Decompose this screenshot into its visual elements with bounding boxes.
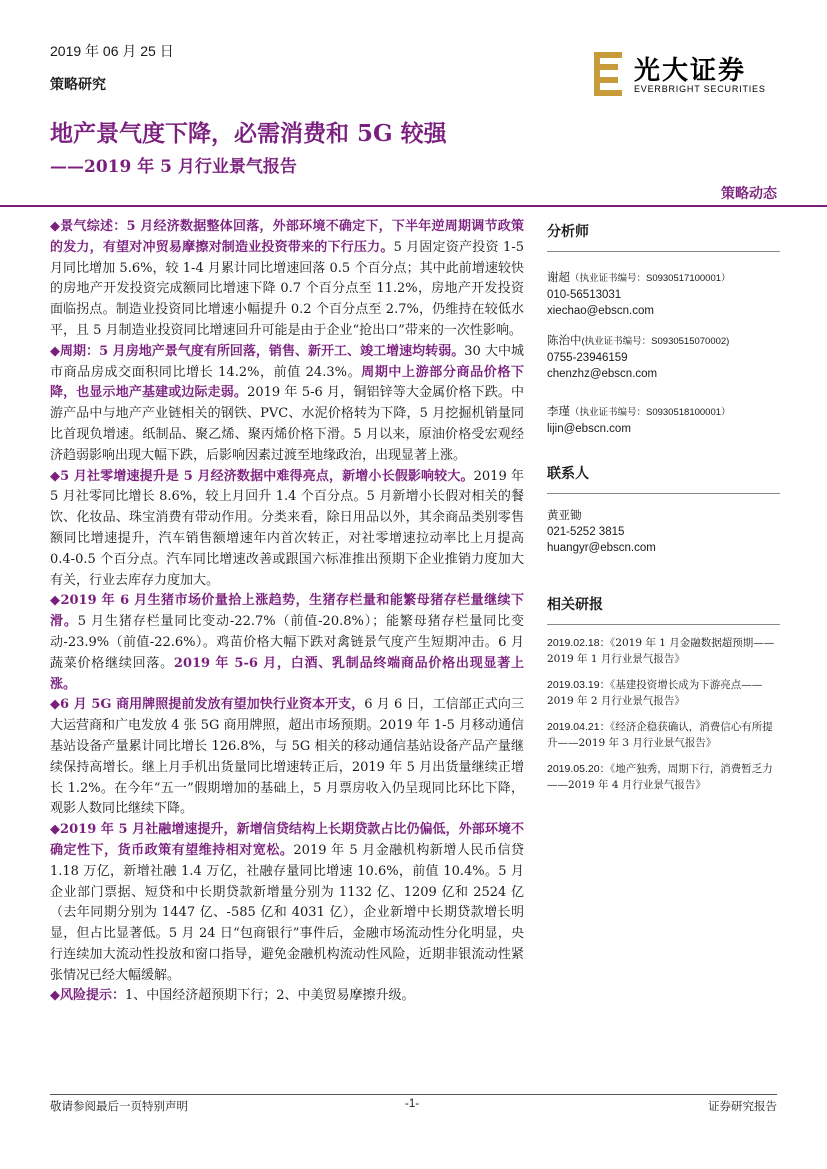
sidebar (547, 217, 780, 793)
paragraph-overview (50, 217, 524, 342)
related-report-date: 2019.03.19 (547, 679, 600, 691)
analysts-heading: 分析师 (547, 224, 589, 240)
analyst-name: 谢超 (547, 272, 570, 284)
retail-text: 2019 年 5 月社零同比增长 8.6%，较上月回升 1.4 个百分点。5 月新增小长假对相关的餐饮、化妆品、珠宝消费有带动作用。分类来看，除日用品以外，其余商品类别零售额同比增速提升，汽车销售额增速年内首次转正，对社零增速拉动率比上月提高 0.4-0.5 个百分点。汽车同比增速改善或跟国六标准推出预期下企业推销力度加大有关，行业去库存力度加大。 (50, 468, 525, 588)
paragraph-finance (50, 820, 524, 986)
paragraph-cyclical (50, 342, 524, 467)
analyst-cert: （执业证书编号：S0930517100001） (570, 273, 731, 284)
contact-phone: 021-5252 3815 (547, 526, 625, 538)
related-report-date: 2019.02.18 (547, 637, 600, 649)
cyclical-highlight-2: 周期中上游部分商品价格下降，也显示地产基建或边际走弱。 (50, 364, 524, 401)
related-report-date: 2019.05.20 (547, 763, 600, 775)
overview-text: 5 月固定资产投资 1-5 月同比增加 5.6%，较 1-4 月累计同比增速回落 0.5 个百分点；其中此前增速较快的房地产开发投资完成额同比增速下降 0.7 个百分点至 11.2%，房地产开发投资面临拐点。制造业投资同比增速小幅提升 0.2 个百分点至 2.7%，仍维持在较低水平，且 5 月制造业投资同比增速回升可能是由于企业“抢出口”带来的一次性影响。 (50, 239, 524, 338)
contact-heading: 联系人 (547, 466, 589, 482)
company-logo (590, 50, 780, 100)
related-report-title: ：《地产独秀，周期下行，消费暂乏力——2019 年 4 月行业景气报告》 (547, 763, 773, 791)
logo-text-cn: 光大证券 (634, 56, 747, 86)
analyst-phone: 0755-23946159 (547, 352, 628, 364)
hog-text: 5 月生猪存栏量同比变动-22.7%（前值-20.8%）；能繁母猪存栏量同比变动-23.9%（前值-22.6%）。鸡苗价格大幅下跌对禽链景气度产生短期冲击。6 月蔬菜价格继续回落。 (50, 614, 524, 671)
analyst-email[interactable]: lijin@ebscn.com (547, 423, 631, 435)
contact-divider (547, 493, 780, 494)
contact-card (547, 508, 780, 556)
5g-highlight: ◆6 月 5G 商用牌照提前发放有望加快行业资本开支， (50, 697, 365, 713)
footer-doc-label: 证券研究报告 (708, 1099, 777, 1113)
analyst-cert: （执业证书编号：S0930518100001） (570, 407, 731, 418)
related-report[interactable] (547, 719, 780, 751)
related-heading: 相关研报 (547, 597, 603, 613)
analyst-phone: 010-56513031 (547, 289, 622, 301)
risk-text: 1、中国经济超预期下行；2、中美贸易摩擦升级。 (125, 988, 415, 1004)
analyst-cert: (执业证书编号：S0930515070002) (581, 336, 730, 347)
analyst-card (547, 404, 780, 437)
hog-highlight-2: 2019 年 5-6 月，白酒、乳制品终端商品价格出现显著上涨。 (50, 655, 524, 692)
related-report-title: ：《2019 年 1 月金融数据超预期——2019 年 1 月行业景气报告》 (547, 637, 775, 665)
related-report-title: ：《经济企稳获确认，消费信心有所提升——2019 年 3 月行业景气报告》 (547, 721, 773, 749)
finance-highlight: ◆2019 年 5 月社融增速提升，新增信贷结构上长期贷款占比仍偏低，外部环境不确定性下，货币政策有望维持相对宽松。 (50, 822, 524, 858)
retail-highlight: ◆5 月社零增速提升是 5 月经济数据中难得亮点，新增小长假影响较大。 (50, 468, 474, 484)
logo-mark-icon (590, 50, 626, 98)
analyst-email[interactable]: chenzhz@ebscn.com (547, 368, 658, 380)
page-number: -1- (405, 1098, 420, 1110)
risk-highlight: ◆风险提示： (50, 988, 125, 1004)
main-body (50, 217, 524, 1007)
analysts-divider (547, 251, 780, 252)
related-report-title: ：《基建投资增长成为下游亮点——2019 年 2 月行业景气报告》 (547, 679, 763, 707)
analyst-card (547, 270, 780, 319)
analyst-name: 李瑾 (547, 406, 570, 418)
hog-highlight: ◆2019 年 6 月生猪市场价量拾上涨趋势，生猪存栏量和能繁母猪存栏量继续下滑。 (50, 593, 524, 630)
related-report-date: 2019.04.21 (547, 721, 600, 733)
finance-text: 2019 年 5 月金融机构新增人民币信贷 1.18 万亿，新增社融 1.4 万亿，社融存量同比增速 10.6%，前值 10.4%。5 月企业部门票据、短贷和中长期贷款新增量分别为 1132 亿、1209 亿和 2524 亿（去年同期分别为 1447 亿、-585 亿和 4031 亿），企业新增中长期贷款增长明显，但占比显著低。5 月 24 日“包商银行”事件后，金融市场流动性分化明显，央行连续加大流动性投放和窗口指导，避免金融机构流动性风险，近期非银流动性紧张情况已经大幅缓解。 (50, 842, 524, 983)
document-type: 策略动态 (721, 186, 777, 202)
cyclical-text-b: 2019 年 5-6 月，铜铝锌等大金属价格下跌。中游产品中与地产产业链相关的钢铁、PVC、水泥价格转为下降，5 月挖掘机销量同比首现负增速。纸制品、聚乙烯、聚丙烯价格下滑。5 月以来，原油价格受宏观经济趋弱影响出现大幅下跌，后影响因素过渡至地缘政治，出现显著上涨。 (50, 385, 524, 463)
5g-text: 6 月 6 日，工信部正式向三大运营商和广电发放 4 张 5G 商用牌照，超出市场预期。2019 年 1-5 月移动通信基站设备产量累计同比增长 126.8%，与 5G 相关的移动通信基站设备产品产量继续保持高增长。继上月手机出货量同比增速转正后，2019 年 5 月出货量继续正增长 1.2%。在今年“五一”假期增加的基础上，5 月票房收入仍呈现同比环比下降，观影人数同比继续下降。 (50, 697, 524, 817)
paragraph-5g (50, 695, 524, 820)
header-divider (0, 205, 827, 207)
report-date: 2019 年 06 月 25 日 (50, 43, 174, 59)
related-report[interactable] (547, 635, 780, 667)
report-subtitle: ——2019 年 5 月行业景气报告 (50, 157, 297, 177)
analyst-name: 陈治中 (547, 335, 582, 347)
related-report[interactable] (547, 677, 780, 709)
contact-email[interactable]: huangyr@ebscn.com (547, 542, 656, 554)
analyst-card (547, 333, 780, 382)
paragraph-risk (50, 986, 524, 1007)
paragraph-hog (50, 591, 524, 695)
overview-highlight: ◆景气综述：5 月经济数据整体回落，外部环境不确定下，下半年逆周期调节政策的发力，有望对冲贸易摩擦对制造业投资带来的下行压力。 (50, 219, 524, 255)
contact-name: 黄亚锄 (547, 510, 582, 522)
logo-text-en: EVERBRIGHT SECURITIES (634, 84, 766, 94)
related-divider (547, 624, 780, 625)
paragraph-retail (50, 467, 524, 592)
cyclical-highlight: ◆周期：5 月房地产景气度有所回落，销售、新开工、竣工增速均转弱。 (50, 343, 465, 359)
footer-disclaimer: 敬请参阅最后一页特别声明 (50, 1099, 188, 1113)
analyst-email[interactable]: xiechao@ebscn.com (547, 305, 654, 317)
footer-divider (50, 1094, 777, 1095)
section-label: 策略研究 (50, 77, 106, 93)
related-report[interactable] (547, 761, 780, 793)
cyclical-text-a: 30 大中城市商品房成交面积同比增长 14.2%，前值 24.3%。 (50, 343, 524, 380)
report-title: 地产景气度下降，必需消费和 5G 较强 (50, 120, 447, 147)
